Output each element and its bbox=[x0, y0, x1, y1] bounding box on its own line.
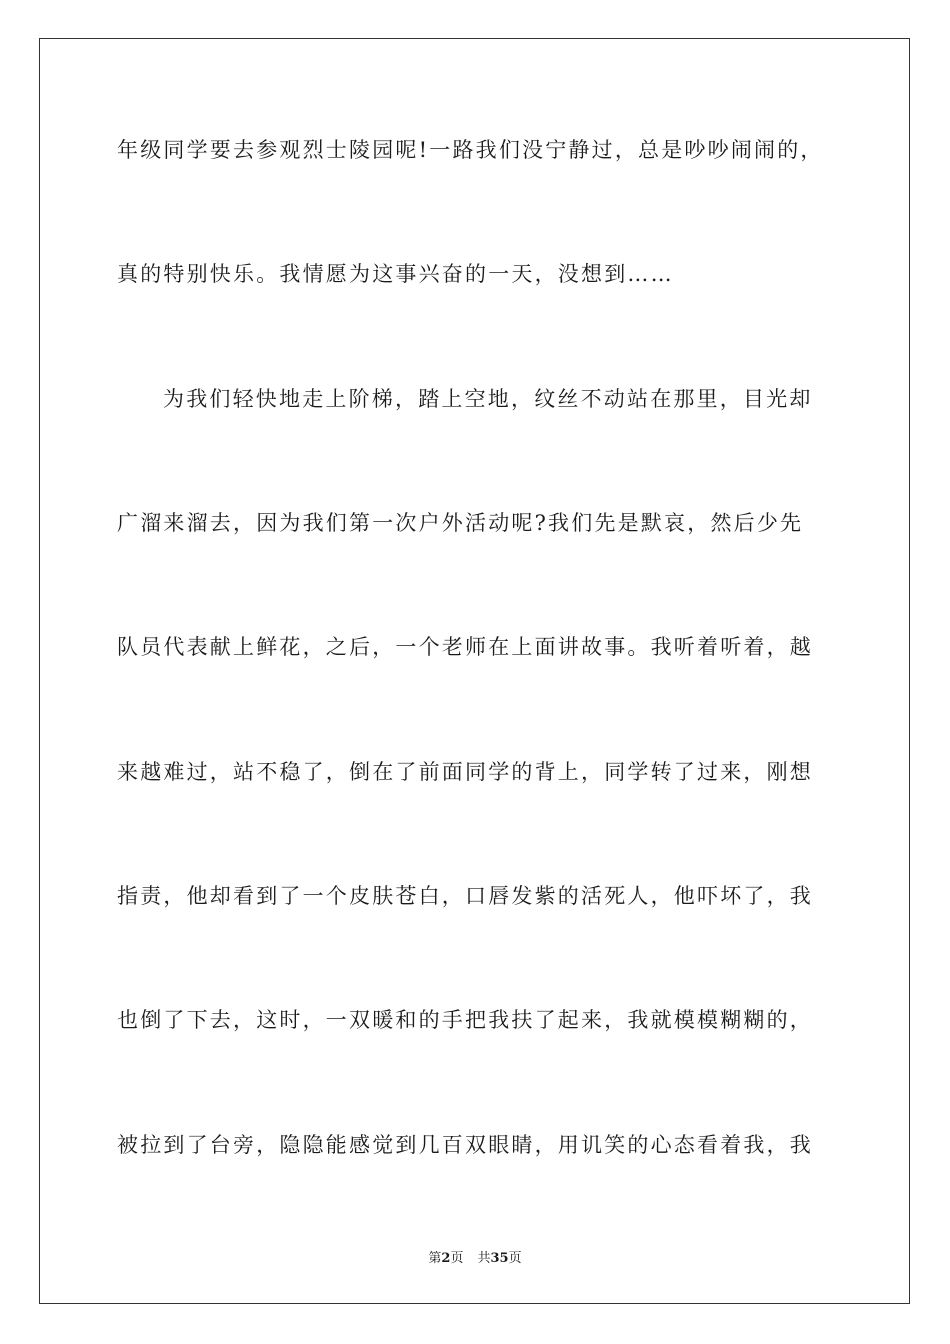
page-number: 2 bbox=[441, 1251, 451, 1266]
paragraph-line-1: 年级同学要去参观烈士陵园呢!一路我们没宁静过，总是吵吵闹闹的， bbox=[117, 138, 824, 162]
total-suffix: 页 bbox=[508, 1251, 522, 1266]
page-prefix: 第 bbox=[428, 1251, 442, 1266]
paragraph-line-3: 为我们轻快地走上阶梯，踏上空地，纹丝不动站在那里，目光却 bbox=[163, 387, 813, 411]
paragraph-line-5: 队员代表献上鲜花，之后，一个老师在上面讲故事。我听着听着，越 bbox=[117, 635, 813, 659]
page-footer bbox=[0, 1247, 950, 1266]
total-pages: 35 bbox=[490, 1251, 509, 1266]
total-prefix: 共 bbox=[477, 1251, 491, 1266]
page-suffix: 页 bbox=[450, 1251, 464, 1266]
page-frame bbox=[39, 38, 910, 1304]
paragraph-line-8: 也倒了下去，这时，一双暖和的手把我扶了起来，我就模模糊糊的， bbox=[117, 1008, 813, 1032]
paragraph-line-2: 真的特别快乐。我情愿为这事兴奋的一天，没想到…… bbox=[117, 262, 674, 286]
paragraph-line-9: 被拉到了台旁，隐隐能感觉到几百双眼睛，用讥笑的心态看着我，我 bbox=[117, 1133, 813, 1157]
paragraph-line-4: 广溜来溜去，因为我们第一次户外活动呢?我们先是默哀，然后少先 bbox=[117, 511, 804, 535]
paragraph-line-7: 指责，他却看到了一个皮肤苍白，口唇发紫的活死人，他吓坏了，我 bbox=[117, 884, 813, 908]
paragraph-line-6: 来越难过，站不稳了，倒在了前面同学的背上，同学转了过来，刚想 bbox=[117, 760, 813, 784]
